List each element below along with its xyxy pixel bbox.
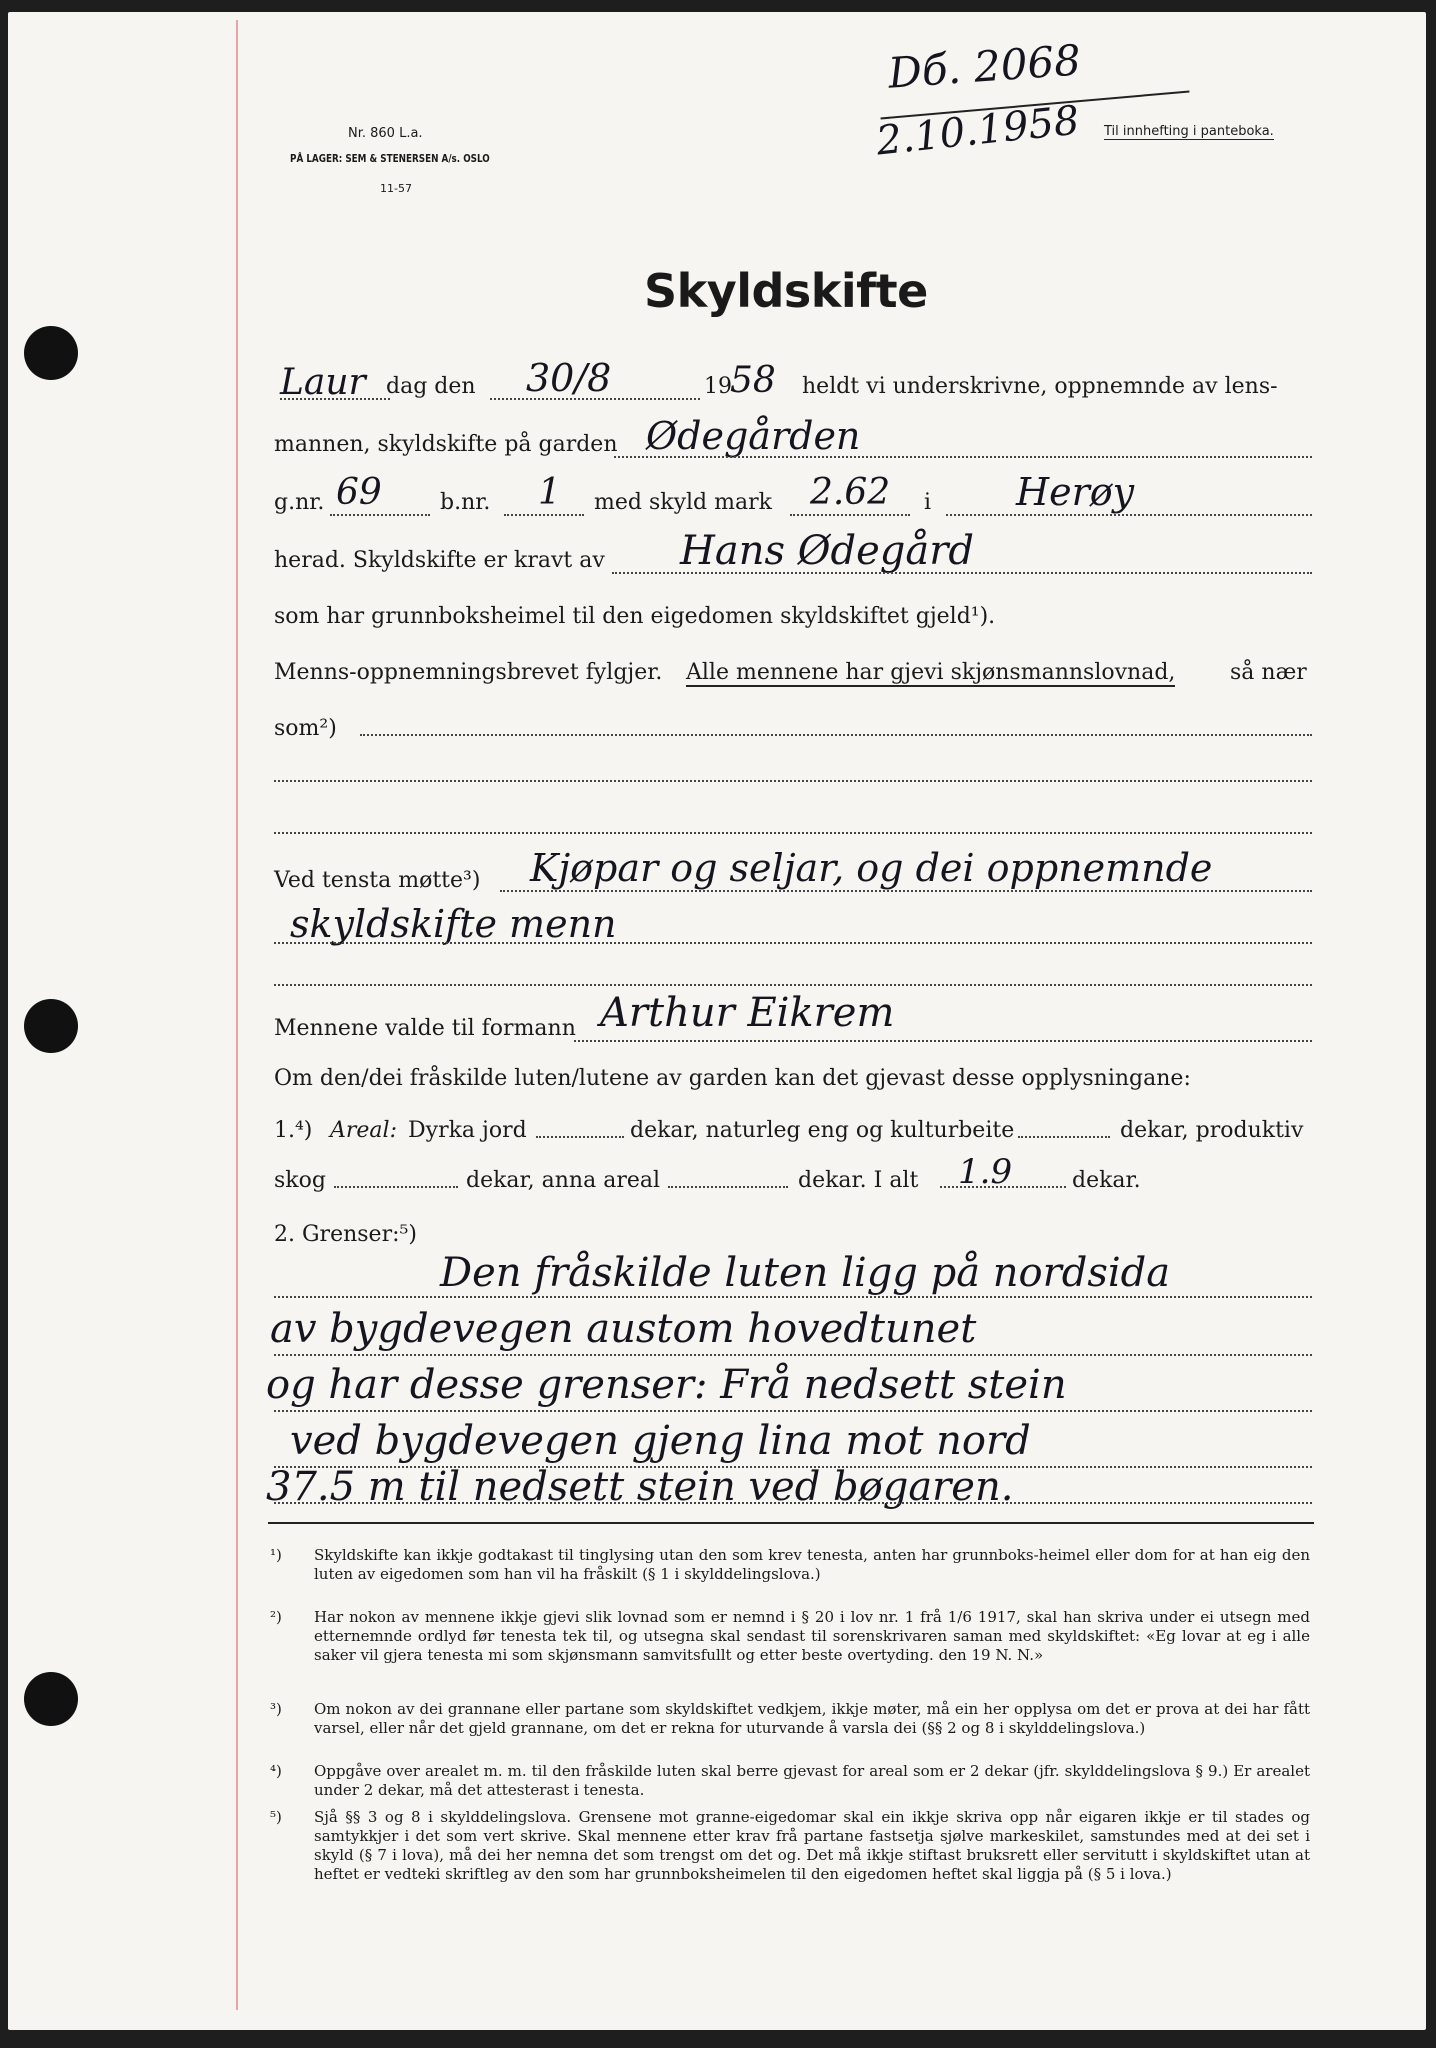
punch-hole-bottom [24,1672,78,1726]
footnote-4 [270,1762,1310,1802]
footnote-1-text: Skyldskifte kan ikkje godtakast til tinglysing utan den som krev tenesta, anten har grunnboks-heimel eller dom for at han eig den luten av eigedomen som han vil ha fråskilt (§ 1 i skylddelingslova.) [314,1546,1310,1583]
footnote-separator [268,1522,1314,1524]
print-date: 11-57 [380,182,412,195]
herad-text: herad. Skyldskifte er kravt av [274,548,605,573]
areal-number: 1.⁴) [274,1118,313,1143]
grenser-line-2: av bygdevegen austom hovedtunet [270,1306,977,1352]
dekar-anna-label: dekar, anna areal [466,1168,661,1193]
bnr-value: 1 [538,472,561,513]
dag-den-label: dag den [386,374,476,399]
grenser-line-4: ved bygdevegen gjeng lina mot nord [290,1418,1031,1464]
date-value: 30/8 [526,356,612,400]
grenser-line-5: 37.5 m til nedsett stein ved bøgaren. [266,1464,1014,1510]
footnote-4-text: Oppgåve over arealet m. m. til den fråskilde luten skal berre gjevast for areal som er 2 dekar (jfr. skylddelingslova § 9.) Er arealet under 2 dekar, må det attesterast i tenesta. [314,1762,1310,1799]
punch-hole-top [24,326,78,380]
handwritten-date: 2.10.1958 [874,97,1082,165]
footnote-5-number: ⁵) [270,1808,282,1826]
footnote-1 [270,1546,1310,1604]
footnote-5-text: Sjå §§ 3 og 8 i skylddelingslova. Grensene mot granne-eigedomar skal ein ikkje skriva opp når eigaren ikkje er til stades og samtykkjer i det som vert skrive. Skal mennene etter krav frå partane fastsetja sjølve markeskilet, samstundes med at dei set i skyld (§ 7 i lova), må dei her nemna det som trengst om det og. Det må ikkje stiftast bruksrett eller servitutt i skyldskiftet utan at heftet er vedteki skriftleg av den som har grunnboksheimelen til den eigedomen heftet skal liggja på (§ 5 i lova.) [314,1808,1310,1883]
grunnbok-text: som har grunnboksheimel til den eigedomen skyldskiftet gjeld¹). [274,604,996,629]
formann-label: Mennene valde til formann [274,1016,576,1041]
footnote-3-number: ³) [270,1700,282,1718]
gnr-value: 69 [336,472,382,513]
tensta-label: Ved tensta møtte³) [274,868,481,893]
formann-value: Arthur Eikrem [600,990,895,1036]
alle-text: Alle mennene har gjevi skjønsmannslovnad, [686,660,1176,685]
i-label: i [924,490,932,515]
publisher: PÅ LAGER: SEM & STENERSEN A/s. OSLO [290,152,490,165]
skyld-value: 2.62 [810,472,891,513]
requested-by-value: Hans Ødegård [680,528,974,574]
weekday-value: Laur [280,362,366,403]
footnote-4-number: ⁴) [270,1762,282,1780]
om-text: Om den/dei fråskilde luten/lutene av garden kan det gjevast desse opplysningane: [274,1066,1191,1091]
tensta-line-2: skyldskifte menn [290,902,617,946]
saa-naer-text: så nær [1230,660,1307,685]
dekar-eng-label: dekar, naturleg eng og kulturbeite [630,1118,1015,1143]
tensta-line-1: Kjøpar og seljar, og dei oppnemnde [530,846,1213,890]
dekar-end-label: dekar. [1072,1168,1141,1193]
footnote-1-number: ¹) [270,1546,282,1564]
footnote-2-text: Har nokon av mennene ikkje gjevi slik lovnad som er nemnd i § 20 i lov nr. 1 frå 1/6 1917, skal han skriva under ei utsegn med etternemnde ordlyd før tenesta tek til, og utsegna skal sendast til sorenskrivaren saman med skyldskiftet: «Eg lovar at eg i alle saker vil gjera tenesta mi som skjønsmann samvitsfullt og etter beste overtyding. den 19 N. N.» [314,1608,1310,1664]
footnote-5 [270,1808,1310,1928]
gnr-label: g.nr. [274,490,325,515]
grenser-line-3: og har desse grenser: Frå nedsett stein [266,1362,1067,1408]
margin-line [236,20,238,2010]
skog-label: skog [274,1168,326,1193]
form-number: Nr. 860 L.a. [348,126,423,141]
bnr-label: b.nr. [440,490,491,515]
dekar-ialt-label: dekar. I alt [798,1168,919,1193]
farm-name-value: Ødegården [646,414,861,458]
filing-note: Til innhefting i panteboka. [1104,124,1274,139]
som-text: som²) [274,716,337,741]
page-title: Skyldskifte [644,264,928,318]
municipality-value: Herøy [1016,470,1135,514]
held-text: heldt vi underskrivne, oppnemnde av lens- [802,374,1278,399]
dyrka-label: Dyrka jord [408,1118,527,1143]
footnote-3 [270,1700,1310,1758]
footnote-2-number: ²) [270,1608,282,1626]
handwritten-reference: Dб. 2068 [886,35,1083,98]
footnote-3-text: Om nokon av dei grannane eller partane som skyldskiftet vedkjem, ikkje møter, må ein her opplysa om det er prova at dei har fått varsel, eller når det gjeld grannane, om det er rekna for uturvande å varsla dei (§§ 2 og 8 i skylddelingslova.) [314,1700,1310,1737]
menns-text: Menns-oppnemningsbrevet fylgjer. [274,660,663,685]
dekar-prod-label: dekar, produktiv [1120,1118,1304,1143]
total-area-value: 1.9 [958,1152,1013,1192]
year-prefix: 19 [704,374,732,399]
grenser-label: 2. Grenser:⁵) [274,1222,417,1247]
footnote-2 [270,1608,1310,1696]
areal-label: Areal: [330,1118,397,1143]
year-value: 58 [730,360,776,401]
skyld-label: med skyld mark [594,490,772,515]
grenser-line-1: Den fråskilde luten ligg på nordsida [440,1250,1171,1296]
punch-hole-middle [24,999,78,1053]
line2-text: mannen, skyldskifte på garden [274,432,618,457]
